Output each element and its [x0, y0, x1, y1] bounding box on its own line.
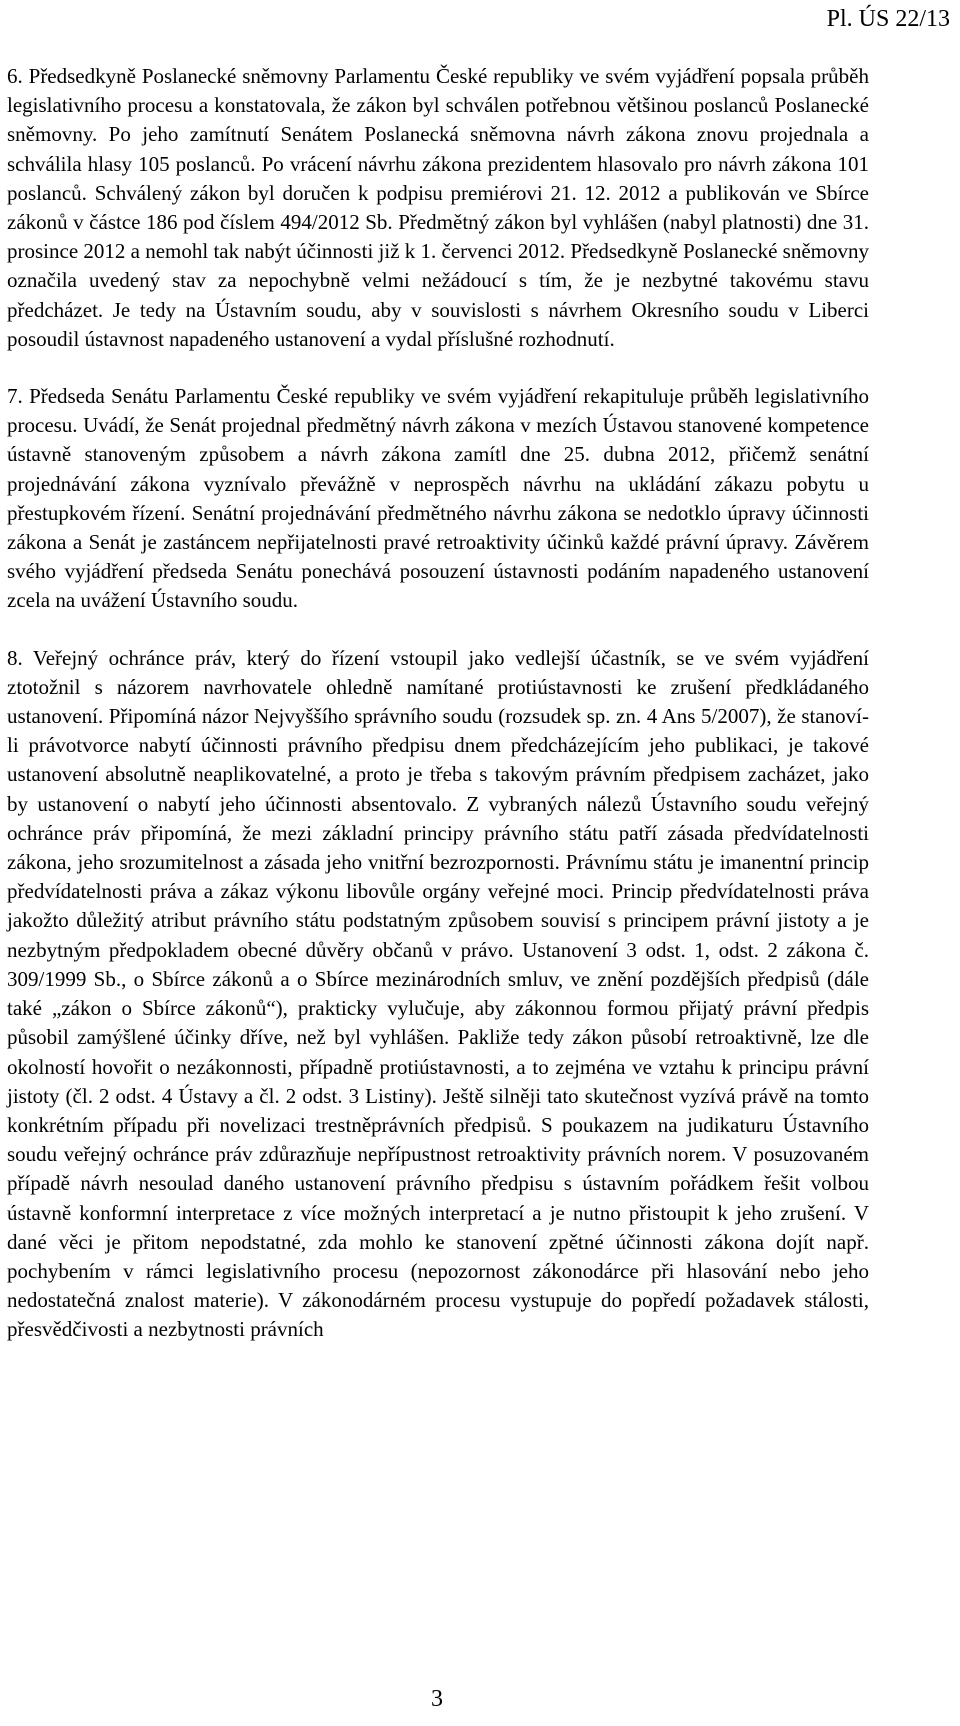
paragraph-6: 6. Předsedkyně Poslanecké sněmovny Parlamentu České republiky ve svém vyjádření popsala průběh legislativního procesu a konstatovala, že zákon byl schválen potřebnou většinou poslanců Poslanecké sněmovny. Po jeho zamítnutí Senátem Poslanecká sněmovna návrh zákona znovu projednala a schválila hlasy 105 poslanců. Po vrácení návrhu zákona prezidentem hlasovalo pro návrh zákona 101 poslanců. Schválený zákon byl doručen k podpisu premiérovi 21. 12. 2012 a publikován ve Sbírce zákonů v částce 186 pod číslem 494/2012 Sb. Předmětný zákon byl vyhlášen (nabyl platnosti) dne 31. prosince 2012 a nemohl tak nabýt účinnosti již k 1. červenci 2012. Předsedkyně Poslanecké sněmovny označila uvedený stav za nepochybně velmi nežádoucí s tím, že je nezbytné takovému stavu předcházet. Je tedy na Ústavním soudu, aby v souvislosti s návrhem Okresního soudu v Liberci posoudil ústavnost napadeného ustanovení a vydal příslušné rozhodnutí. [7, 64, 869, 351]
paragraph-7: 7. Předseda Senátu Parlamentu České republiky ve svém vyjádření rekapituluje průběh legislativního procesu. Uvádí, že Senát projednal předmětný návrh zákona v mezích Ústavou stanovené kompetence ústavně stanoveným způsobem a návrh zákona zamítl dne 25. dubna 2012, přičemž senátní projednávání zákona vyznívalo převážně v neprospěch návrhu na ukládání zákazu pobytu u přestupkovém řízení. Senátní projednávání předmětného návrhu zákona se nedotklo úpravy účinnosti zákona a Senát je zastáncem nepřijatelnosti pravé retroaktivity účinků každé právní úpravy. Závěrem svého vyjádření předseda Senátu ponechává posouzení ústavnosti podáním napadeného ustanovení zcela na uvážení Ústavního soudu. [7, 384, 869, 613]
document-body [7, 62, 869, 1345]
paragraph-8: 8. Veřejný ochránce práv, který do řízení vstoupil jako vedlejší účastník, se ve svém vyjádření ztotožnil s názorem navrhovatele ohledně namítané protiústavnosti ke zrušení předkládaného ustanovení. Připomíná názor Nejvyššího správního soudu (rozsudek sp. zn. 4 Ans 5/2007), že stanoví-li právotvorce nabytí účinnosti právního předpisu dnem předcházejícím jeho publikaci, je takové ustanovení absolutně neaplikovatelné, a proto je třeba s takovým právním předpisem zacházet, jako by ustanovení o nabytí jeho účinnosti absentovalo. Z vybraných nálezů Ústavního soudu veřejný ochránce práv připomíná, že mezi základní principy právního státu patří zásada předvídatelnosti zákona, jeho srozumitelnost a zásada jeho vnitřní bezrozpornosti. Právnímu státu je imanentní princip předvídatelnosti práva a zákaz výkonu libovůle orgány veřejné moci. Princip předvídatelnosti práva jakožto důležitý atribut právního státu podstatným způsobem souvisí s principem právní jistoty a je nezbytným předpokladem obecné důvěry občanů v právo. Ustanovení 3 odst. 1, odst. 2 zákona č. 309/1999 Sb., o Sbírce zákonů a o Sbírce mezinárodních smluv, ve znění pozdějších předpisů (dále také „zákon o Sbírce zákonů“), prakticky vylučuje, aby zákonnou formou přijatý právní předpis působil zamýšlené účinky dříve, než byl vyhlášen. Pakliže tedy zákon působí retroaktivně, lze dle okolností hovořit o nezákonnosti, případně protiústavnosti, a to zejména ve vztahu k principu právní jistoty (čl. 2 odst. 4 Ústavy a čl. 2 odst. 3 Listiny). Ještě silněji tato skutečnost vyzívá právě na tomto konkrétním případu při novelizaci trestněprávních předpisů. S poukazem na judikaturu Ústavního soudu veřejný ochránce práv zdůrazňuje nepřípustnost retroaktivity právních norem. V posuzovaném případě návrh nesoulad daného ustanovení právního předpisu s ústavním pořádkem řešit volbou ústavně konformní interpretace z více možných interpretací a je nutno přistoupit k jeho zrušení. V dané věci je přitom nepodstatné, zda mohlo ke stanovení zpětné účinnosti zákona dojít např. pochybením v rámci legislativního procesu (nepozornost zákonodárce při hlasování nebo jeho nedostatečná znalost materie). V zákonodárném procesu vystupuje do popředí požadavek stálosti, přesvědčivosti a nezbytnosti právních [7, 645, 869, 1342]
case-reference: Pl. ÚS 22/13 [826, 6, 950, 32]
page-number: 3 [431, 1686, 443, 1712]
